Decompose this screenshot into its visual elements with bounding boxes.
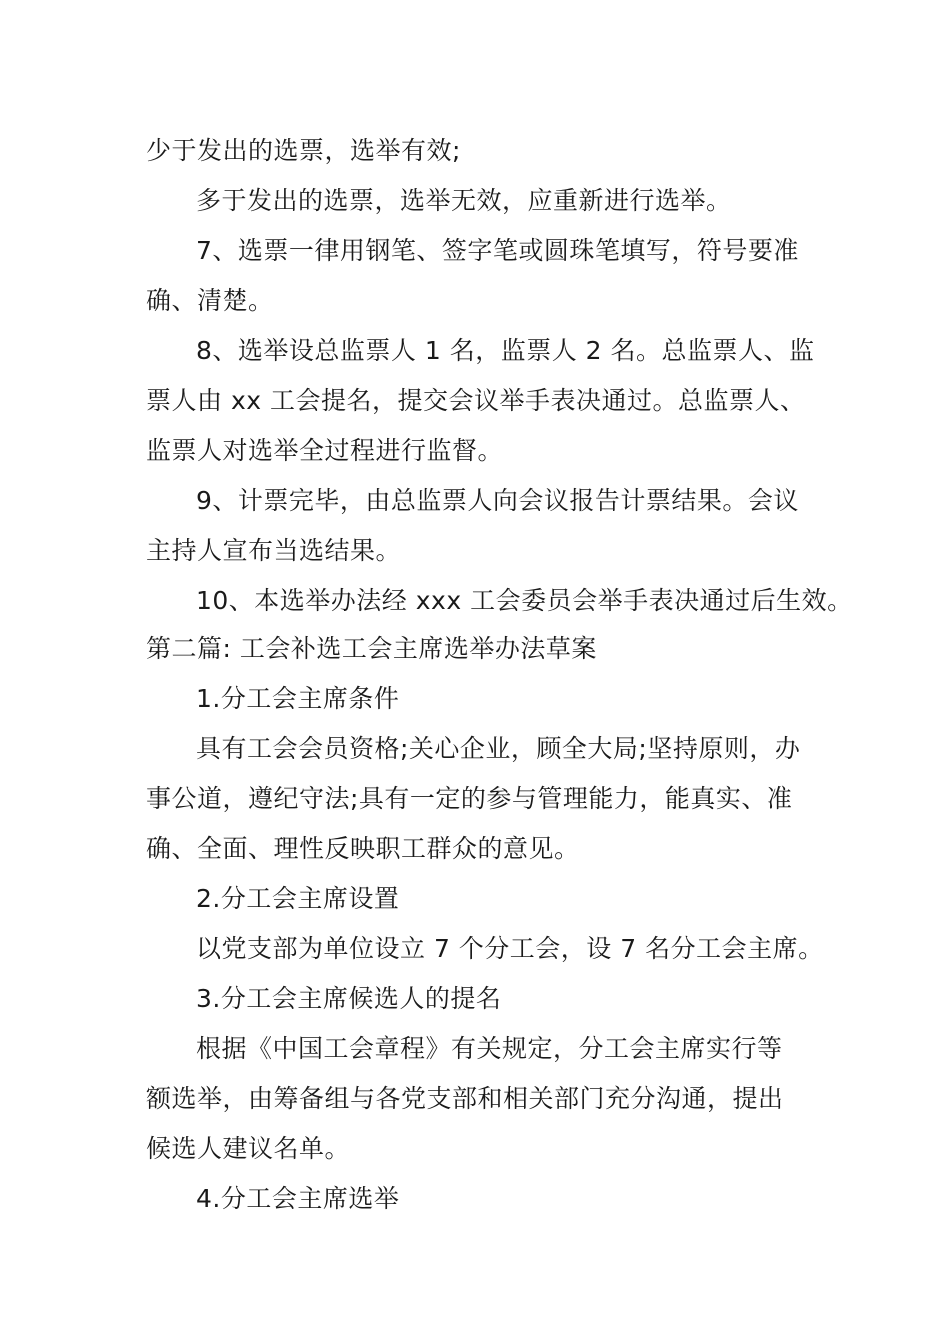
text-line: 7、选票一律用钢笔、签字笔或圆珠笔填写，符号要准 [196,236,799,265]
text-line: 候选人建议名单。 [146,1134,351,1163]
text-line: 具有工会会员资格;关心企业，顾全大局;坚持原则，办 [196,734,801,763]
text-line: 确、全面、理性反映职工群众的意见。 [146,834,580,863]
text-line: 少于发出的选票，选举有效; [146,136,461,165]
text-line: 监票人对选举全过程进行监督。 [146,436,504,465]
text-line: 9、计票完毕，由总监票人向会议报告计票结果。会议 [196,486,799,515]
section-heading: 第二篇: 工会补选工会主席选举办法草案 [146,634,597,663]
text-line: 1.分工会主席条件 [196,684,400,713]
text-line: 票人由 xx 工会提名，提交会议举手表决通过。总监票人、 [146,386,806,415]
text-line: 10、本选举办法经 xxx 工会委员会举手表决通过后生效。 [196,586,853,615]
text-line: 根据《中国工会章程》有关规定，分工会主席实行等 [196,1034,783,1063]
text-line: 3.分工会主席候选人的提名 [196,984,502,1013]
text-line: 额选举，由筹备组与各党支部和相关部门充分沟通，提出 [146,1084,784,1113]
text-line: 以党支部为单位设立 7 个分工会，设 7 名分工会主席。 [196,934,824,963]
text-line: 4.分工会主席选举 [196,1184,400,1213]
text-line: 8、选举设总监票人 1 名，监票人 2 名。总监票人、监 [196,336,815,365]
text-line: 确、清楚。 [146,286,274,315]
text-line: 2.分工会主席设置 [196,884,400,913]
text-line: 事公道，遵纪守法;具有一定的参与管理能力，能真实、准 [146,784,793,813]
text-line: 主持人宣布当选结果。 [146,536,402,565]
text-line: 多于发出的选票，选举无效，应重新进行选举。 [196,186,732,215]
